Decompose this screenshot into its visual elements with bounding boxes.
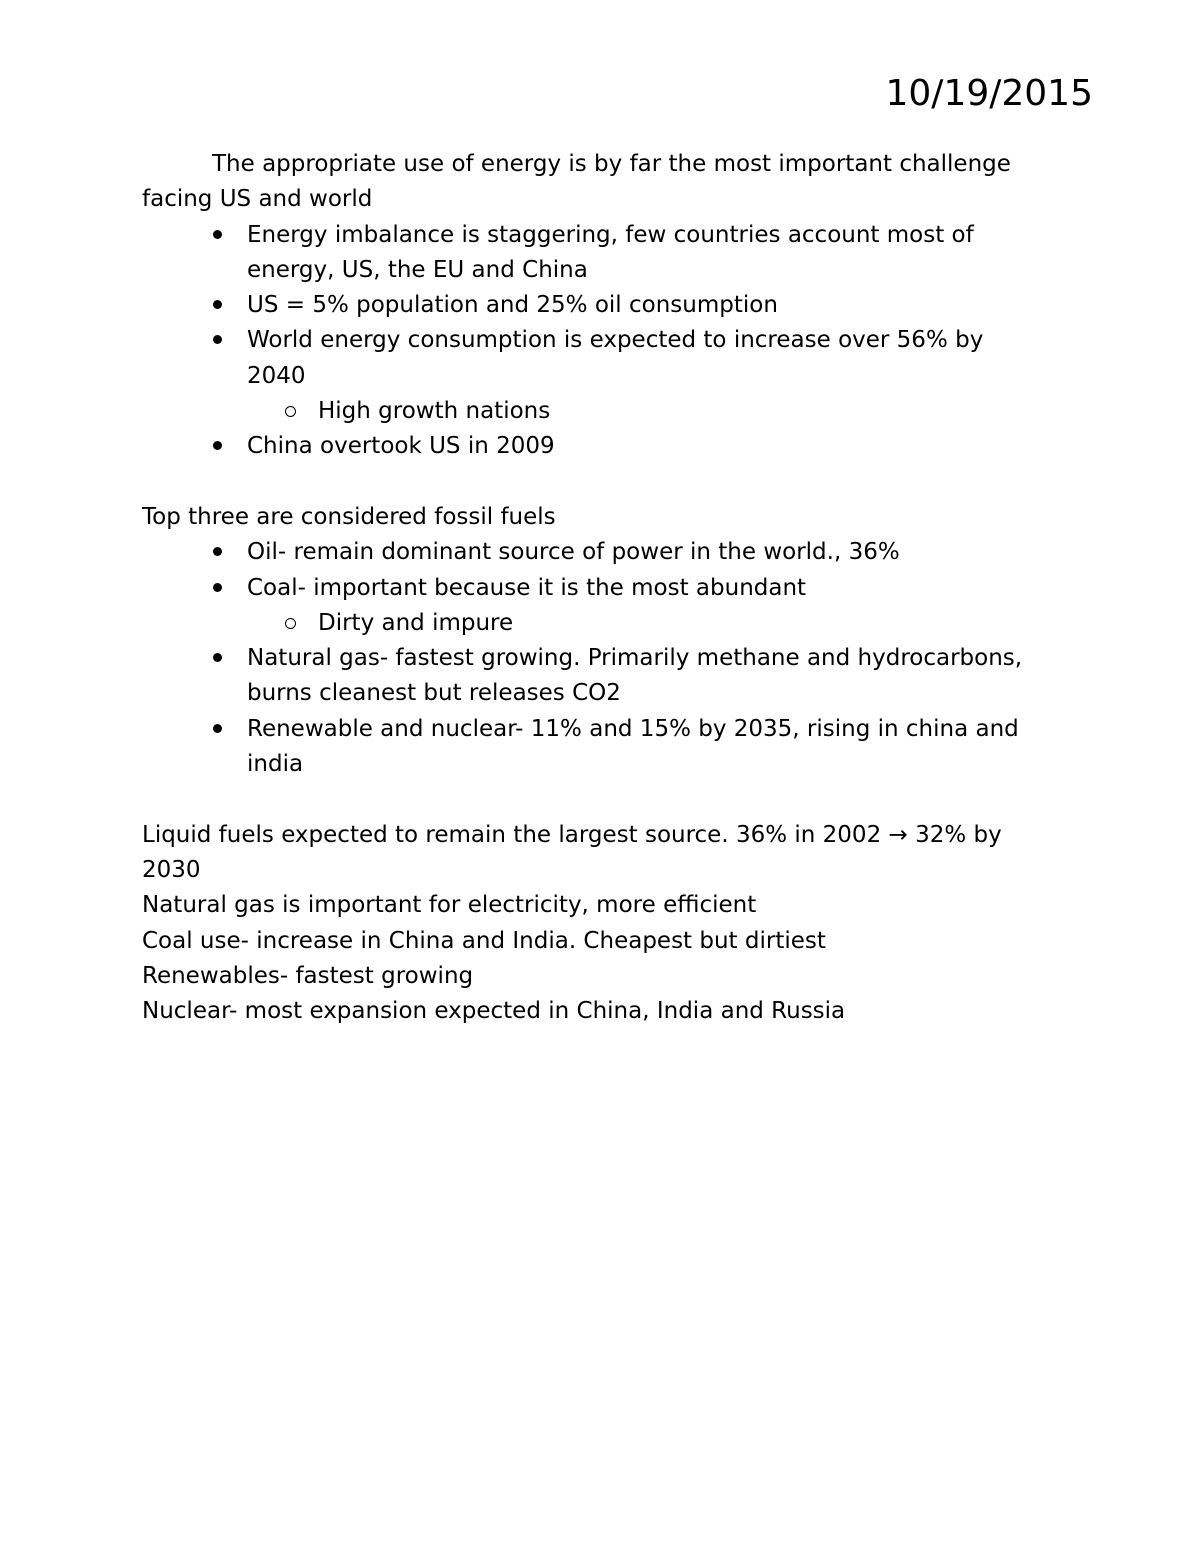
list-item — [142, 712, 1072, 783]
bullet-icon — [213, 230, 222, 239]
sub-list-item-text: High growth nations — [318, 398, 551, 425]
list-item-text: Energy imbalance is staggering, few countries account most of — [247, 221, 974, 248]
hollow-bullet-icon — [285, 406, 296, 417]
list-item — [142, 288, 1072, 323]
bullet-icon — [213, 547, 222, 556]
summary-paragraph — [142, 818, 1072, 1030]
paragraph-gap — [142, 782, 1072, 817]
list-item — [142, 641, 1072, 712]
list-item-text: Renewable and nuclear- 11% and 15% by 2035, rising in china and — [247, 715, 1019, 742]
list-item — [142, 535, 1072, 570]
summary-line: Liquid fuels expected to remain the largest source. 36% in 2002 → 32% by — [142, 821, 1002, 848]
list-item-text: india — [247, 751, 304, 778]
list-item-text: US = 5% population and 25% oil consumption — [247, 292, 778, 319]
bullet-icon — [213, 300, 222, 309]
sub-list-item — [142, 394, 1072, 429]
bullet-list-2 — [142, 535, 1072, 782]
bullet-list-1 — [142, 218, 1072, 465]
bullet-icon — [213, 583, 222, 592]
hollow-bullet-icon — [285, 618, 296, 629]
list-item-text: energy, US, the EU and China — [247, 256, 588, 283]
summary-line: Nuclear- most expansion expected in China, India and Russia — [142, 998, 846, 1025]
list-item-text: burns cleanest but releases CO2 — [247, 680, 621, 707]
bullet-icon — [213, 335, 222, 344]
document-body — [142, 147, 1072, 1029]
summary-line: Natural gas is important for electricity, more efficient — [142, 892, 757, 919]
lead-line-1: The appropriate use of energy is by far the most important challenge — [212, 151, 1011, 177]
lead-paragraph — [142, 147, 1072, 218]
list-item-text: Natural gas- fastest growing. Primarily methane and hydrocarbons, — [247, 645, 1023, 672]
lead-line-2: facing US and world — [142, 186, 373, 213]
list-item — [142, 323, 1072, 394]
list-item — [142, 218, 1072, 289]
sub-list-item — [142, 606, 1072, 641]
list-item — [142, 429, 1072, 464]
summary-line: Coal use- increase in China and India. Cheapest but dirtiest — [142, 927, 826, 954]
list-item-text: World energy consumption is expected to increase over 56% by — [247, 327, 984, 354]
paragraph-gap — [142, 465, 1072, 500]
bullet-icon — [213, 653, 222, 662]
list-item — [142, 571, 1072, 606]
sub-list-item-text: Dirty and impure — [318, 609, 514, 636]
document-date: 10/19/2015 — [885, 73, 1093, 114]
bullet-icon — [213, 724, 222, 733]
list-item-text: Coal- important because it is the most abundant — [247, 574, 807, 601]
list-item-text: 2040 — [247, 362, 306, 389]
list-item-text: Oil- remain dominant source of power in the world., 36% — [247, 539, 900, 566]
bullet-icon — [213, 441, 222, 450]
section-heading: Top three are considered fossil fuels — [142, 503, 556, 530]
summary-line: 2030 — [142, 856, 201, 883]
summary-line: Renewables- fastest growing — [142, 962, 474, 989]
list-item-text: China overtook US in 2009 — [247, 433, 555, 460]
